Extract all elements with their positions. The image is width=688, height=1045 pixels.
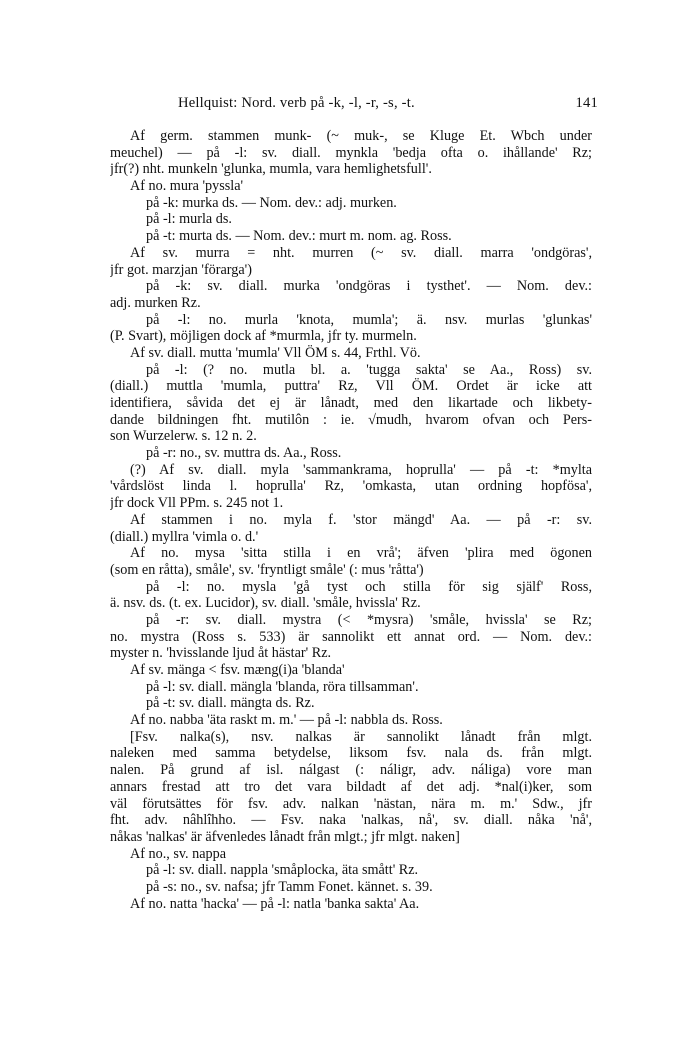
text-line: meuchel) — på -l: sv. diall. mynkla 'bedja ofta o. ihållande' Rz; [110,144,592,161]
text-line: ä. nsv. ds. (t. ex. Lucidor), sv. diall. 'småle, hvissla' Rz. [110,595,421,612]
text-line: (diall.) myllra 'vimla o. d.' [110,528,259,545]
text-line: på -l: (? no. mutla bl. a. 'tugga sakta' se Aa., Ross) sv. [146,361,592,378]
text-line: son Wurzelerw. s. 12 n. 2. [110,428,257,445]
text-line: på -r: sv. diall. mystra (< *mysra) 'småle, hvissla' se Rz; [146,611,592,628]
text-line: dande bildningen fht. mutilôn : ie. √mudh, hvarom ofvan och Pers- [110,411,592,428]
text-line: på -k: sv. diall. murka 'ondgöras i tysthet'. — Nom. dev.: [146,278,592,295]
text-line: (?) Af sv. diall. myla 'sammankrama, hoprulla' — på -t: *mylta [130,461,592,478]
text-line: annars frestad att tro det vara bildadt af det adj. *nal(i)ker, som [110,778,592,795]
text-line: jfr(?) nht. munkeln 'glunka, mumla, vara hemlighetsfull'. [110,161,432,178]
text-line: identifiera, såvida det ej är lånadt, med den likartade och likbety- [110,395,592,411]
text-line: Af no. nabba 'äta raskt m. m.' — på -l: nabbla ds. Ross. [130,712,443,729]
running-head-title: Hellquist: Nord. verb på -k, -l, -r, -s, -t. [178,95,415,111]
text-line: Af no. mura 'pyssla' [130,178,244,195]
text-line: no. mystra (Ross s. 533) är sannolikt ett annat ord. — Nom. dev.: [110,628,592,645]
text-line: Af no. mysa 'sitta stilla i en vrå'; äfven 'plira med ögonen [130,545,592,562]
text-line: på -t: sv. diall. mängta ds. Rz. [146,695,315,712]
page-number: 141 [575,95,598,111]
text-line: Af no., sv. nappa [130,845,227,862]
text-line: på -l: no. mysla 'gå tyst och stilla för sig själf' Ross, [146,578,592,595]
text-line: 'vårdslöst linda l. hoprulla' Rz, 'omkasta, utan ordning hopfösa', [110,478,592,495]
text-line: Af sv. murra = nht. murren (~ sv. diall. marra 'ondgöras', [130,244,592,261]
text-line: naleken med samma betydelse, liksom fsv. nala ds. från mlgt. [110,745,592,762]
text-line: på -l: sv. diall. mängla 'blanda, röra tillsamman'. [146,678,419,695]
text-line: jfr dock Vll PPm. s. 245 not 1. [110,495,284,512]
text-line: på -l: murla ds. [146,211,232,228]
text-line: adj. murken Rz. [110,294,201,311]
text-line: nåkas 'nalkas' är äfvenledes lånadt från mlgt.; jfr mlgt. naken] [110,828,460,845]
text-line: jfr got. marzjan 'förarga') [110,261,252,278]
text-line: (P. Svart), möjligen dock af *murmla, jfr ty. murmeln. [110,328,417,345]
text-line: Af stammen i no. myla f. 'stor mängd' Aa. — på -r: sv. [130,511,592,528]
text-line: (som en råtta), småle', sv. 'fryntligt småle' (: mus 'råtta') [110,561,424,578]
text-line: Af sv. mänga < fsv. mæng(i)a 'blanda' [130,662,345,678]
text-line: på -k: murka ds. — Nom. dev.: adj. murken. [146,194,397,211]
text-line: Af sv. diall. mutta 'mumla' Vll ÖM s. 44, Frthl. Vö. [130,344,421,361]
text-line: fht. adv. nâhlîhho. — Fsv. naka 'nalkas, nå', sv. diall. nåka 'nå', [110,812,592,829]
text-line: [Fsv. nalka(s), nsv. nalkas är sannolikt lånadt från mlgt. [130,728,592,745]
text-line: på -r: no., sv. muttra ds. Aa., Ross. [146,445,342,462]
text-body [110,128,592,912]
text-line: nalen. På grund af isl. nálgast (: náligr, adv. náliga) vore man [110,762,592,779]
text-line: väl förutsättes för fsv. adv. nalkan 'nästan, nära m. m.' Sdw., jfr [110,795,592,812]
text-line: på -s: no., sv. nafsa; jfr Tamm Fonet. kännet. s. 39. [146,878,433,895]
text-line: Af no. natta 'hacka' — på -l: natla 'banka sakta' Aa. [130,895,420,912]
text-line: Af germ. stammen munk- (~ muk-, se Kluge Et. Wbch under [130,128,592,144]
text-line: (diall.) muttla 'mumla, puttra' Rz, Vll ÖM. Ordet är icke att [110,378,592,395]
text-line: på -l: sv. diall. nappla 'småplocka, äta smått' Rz. [146,862,419,879]
text-line: myster n. 'hvisslande ljud åt hästar' Rz. [110,645,332,662]
text-line: på -t: murta ds. — Nom. dev.: murt m. nom. ag. Ross. [146,228,452,245]
text-line: på -l: no. murla 'knota, mumla'; ä. nsv. murlas 'glunkas' [146,311,592,328]
